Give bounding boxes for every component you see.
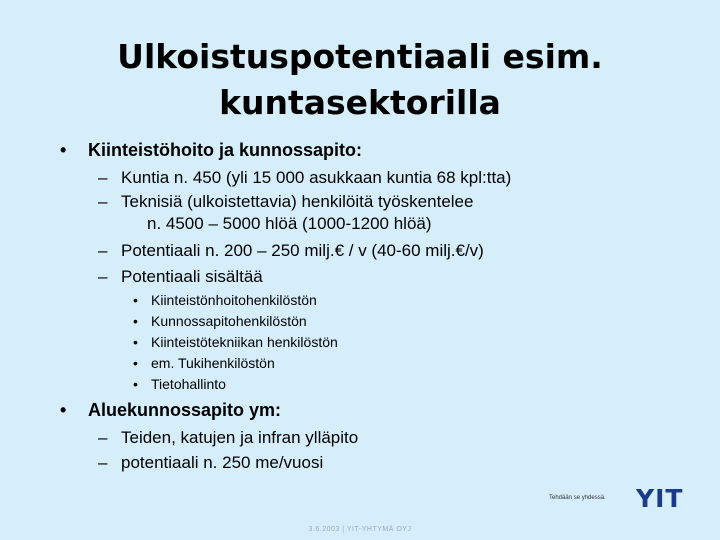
sub-bullet-4: •	[133, 355, 138, 371]
footer-text: 3.6.2003 | YIT-YHTYMÄ OYJ	[308, 526, 412, 533]
bullet-1: •	[60, 140, 67, 160]
list-item-continuation: n. 4500 – 5000 hlöä (1000-1200 hlöä)	[147, 214, 432, 233]
dash-6: –	[98, 453, 108, 472]
dash-4: –	[98, 267, 108, 286]
title-line-2: kuntasektorilla	[219, 83, 501, 122]
dash-5: –	[98, 428, 108, 447]
sub-list-item: Kiinteistötekniikan henkilöstön	[151, 334, 338, 350]
tagline: Tehdään se yhdessä.	[549, 495, 606, 501]
sub-list-item: Kiinteistönhoitohenkilöstön	[151, 292, 317, 308]
section-heading-2: Aluekunnossapito ym:	[88, 400, 282, 420]
list-item: Potentiaali sisältää	[121, 267, 263, 286]
slide-title	[60, 34, 660, 126]
list-item: potentiaali n. 250 me/vuosi	[121, 453, 324, 472]
sub-bullet-1: •	[133, 292, 138, 308]
sub-bullet-5: •	[133, 376, 138, 392]
dash-3: –	[98, 241, 108, 260]
sub-list-item: Kunnossapitohenkilöstön	[151, 313, 307, 329]
title-line-1: Ulkoistuspotentiaali esim.	[117, 37, 603, 76]
dash-1: –	[98, 168, 108, 187]
section-heading-1: Kiinteistöhoito ja kunnossapito:	[88, 140, 362, 160]
bullet-2: •	[60, 400, 67, 420]
list-item: Kuntia n. 450 (yli 15 000 asukkaan kuntia 68 kpl:tta)	[121, 168, 512, 187]
sub-bullet-3: •	[133, 334, 138, 350]
sub-list-item: Tietohallinto	[151, 376, 226, 392]
sub-bullet-2: •	[133, 313, 138, 329]
yit-logo	[636, 486, 706, 510]
sub-list-item: em. Tukihenkilöstön	[151, 355, 275, 371]
dash-2: –	[98, 192, 108, 211]
list-item: Teknisiä (ulkoistettavia) henkilöitä työskentelee	[121, 192, 474, 211]
list-item: Teiden, katujen ja infran ylläpito	[121, 428, 359, 447]
list-item: Potentiaali n. 200 – 250 milj.€ / v (40-60 milj.€/v)	[121, 241, 484, 260]
logo-text: YIT	[636, 486, 684, 510]
